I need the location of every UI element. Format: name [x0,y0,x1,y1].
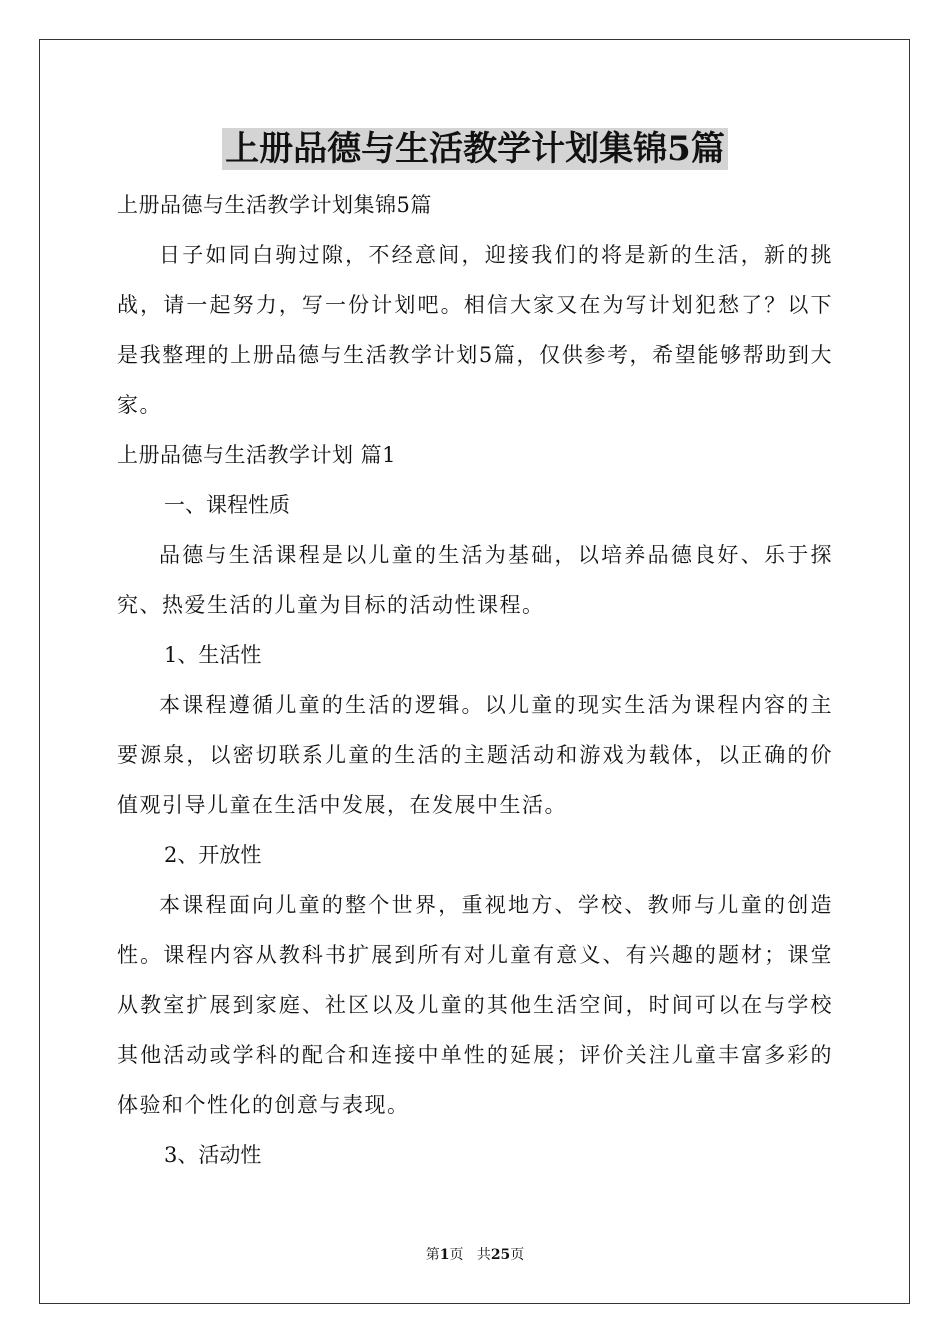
paragraph-life: 本课程遵循儿童的生活的逻辑。以儿童的现实生活为课程内容的主要源泉，以密切联系儿童的生活的主题活动和游戏为载体，以正确的价值观引导儿童在生活中发展，在发展中生活。 [117,693,833,817]
footer-page-suffix: 页 [449,1247,464,1263]
paragraph-course-nature: 品德与生活课程是以儿童的生活为基础，以培养品德良好、乐于探究、热爱生活的儿童为目标的活动性课程。 [117,543,833,617]
section-heading: 上册品德与生活教学计划 篇1 [117,443,397,467]
footer-page-number: 1 [439,1247,450,1263]
subtitle-line: 上册品德与生活教学计划集锦5篇 [117,193,432,217]
subheading-activity: 3、活动性 [164,1143,262,1167]
subheading-openness: 2、开放性 [164,843,262,867]
document-title [0,128,950,170]
paragraph-openness: 本课程面向儿童的整个世界，重视地方、学校、教师与儿童的创造性。课程内容从教科书扩展到所有对儿童有意义、有兴趣的题材；课堂从教室扩展到家庭、社区以及儿童的其他生活空间，时间可以在与学校其他活动或学科的配合和连接中单性的延展；评价关注儿童丰富多彩的体验和个性化的创意与表现。 [117,893,833,1117]
subheading-course-nature: 一、课程性质 [164,493,290,517]
footer-prefix: 第 [425,1247,440,1263]
document-body [117,180,833,1180]
intro-paragraph: 日子如同白驹过隙，不经意间，迎接我们的将是新的生活，新的挑战，请一起努力，写一份计划吧。相信大家又在为写计划犯愁了？以下是我整理的上册品德与生活教学计划5篇，仅供参考，希望能够帮助到大家。 [117,243,833,417]
document-title-text: 上册品德与生活教学计划集锦5篇 [222,128,728,170]
footer-total-pages: 25 [490,1247,511,1263]
page-footer [0,1245,950,1265]
footer-total-suffix: 页 [510,1247,525,1263]
footer-total-prefix: 共 [476,1247,491,1263]
subheading-life: 1、生活性 [164,643,262,667]
